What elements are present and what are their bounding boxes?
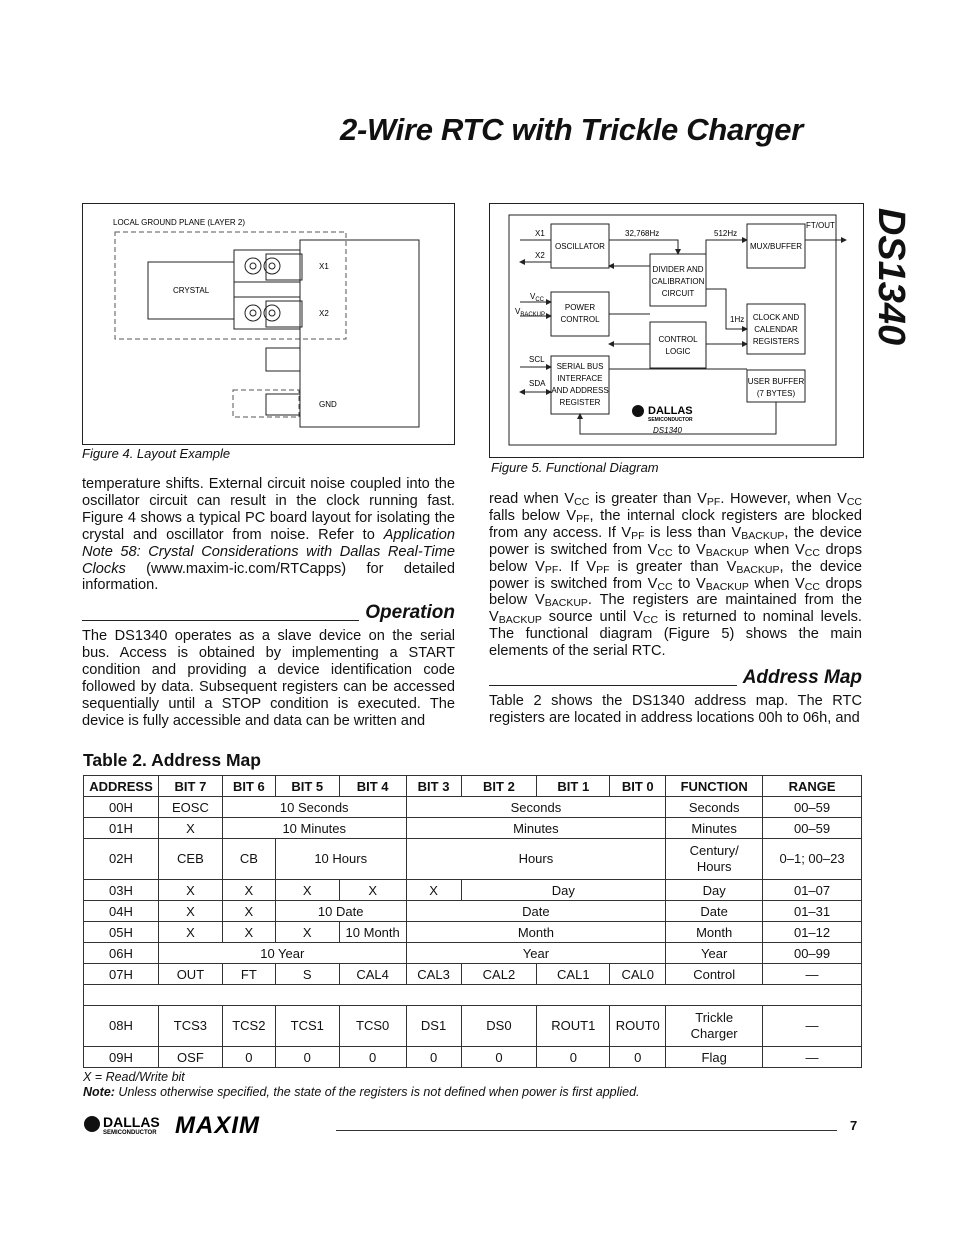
table-row: 01H X 10 Minutes Minutes Minutes 00–59 (84, 818, 862, 839)
address-map-paragraph: Table 2 shows the DS1340 address map. The RTC registers are located in address locations 00h to 06h, and (489, 693, 862, 726)
serial-bus-label-4: REGISTER (559, 398, 601, 407)
table-row: 07H OUT FT S CAL4 CAL3 CAL2 CAL1 CAL0 Control — (84, 964, 862, 985)
crystal-label: CRYSTAL (173, 286, 210, 295)
gnd-pad (266, 394, 300, 415)
semiconductor-logo-text: SEMICONDUCTOR (103, 1130, 157, 1136)
pin-sda-label: SDA (529, 379, 546, 388)
x2-via (245, 305, 261, 321)
svg-text:DALLAS: DALLAS (648, 405, 693, 417)
divider-label-2: CALIBRATION (651, 277, 705, 286)
control-logic-label-1: CONTROL (658, 335, 698, 344)
pin-ftout-label: FT/OUT (806, 221, 835, 230)
signal-1hz-label: 1Hz (730, 315, 745, 324)
table-row: 03H X X X X X Day Day 01–07 (84, 880, 862, 901)
registers-note: Note: Unless otherwise specified, the state of the registers is not defined when power is first applied. (83, 1085, 640, 1099)
table-row: 04H X X 10 Date Date Date 01–31 (84, 901, 862, 922)
serial-bus-label-1: SERIAL BUS (556, 362, 604, 371)
figure-4-caption: Figure 4. Layout Example (82, 446, 231, 461)
oscillator-label: OSCILLATOR (555, 242, 605, 251)
power-control-label-1: POWER (564, 303, 596, 312)
divider-label-1: DIVIDER AND (652, 265, 704, 274)
intro-paragraph: temperature shifts. External circuit noise coupled into the oscillator circuit can result in the clock running fast. Figure 4 shows a typical PC board layout for isolating the crystal and oscillator from noise. Refer to Application Note 58: Crystal Considerations with Dallas Real-Time Clocks (www.maxim-ic.com/RTCapps) for detailed information. (82, 476, 455, 594)
serial-bus-label-2: INTERFACE (557, 374, 603, 383)
pin-vbackup-label: $V_{BACKUP}$ (515, 307, 546, 318)
table-blank-row (84, 985, 862, 1006)
svg-text:SEMICONDUCTOR: SEMICONDUCTOR (648, 417, 693, 423)
pin-x2-label: X2 (535, 251, 545, 260)
address-map-table (83, 775, 862, 1068)
dallas-logo-icon (84, 1116, 100, 1132)
table-title: Table 2. Address Map (83, 750, 261, 770)
address-map-heading: Address Map (489, 667, 862, 689)
user-buffer-label-1: USER BUFFER (747, 377, 805, 386)
table-header-row: ADDRESS BIT 7 BIT 6 BIT 5 BIT 4 BIT 3 BIT 2 BIT 1 BIT 0 FUNCTION RANGE (84, 776, 862, 797)
table-row: 02H CEB CB 10 Hours Hours Century/ Hours 0–1; 00–23 (84, 839, 862, 880)
x2-trace (234, 297, 300, 329)
table-row: 09H OSF 0 0 0 0 0 0 0 Flag — (84, 1047, 862, 1068)
read-write-note: X = Read/Write bit (83, 1070, 185, 1084)
table-row: 06H 10 Year Year Year 00–99 (84, 943, 862, 964)
control-logic-block (650, 322, 706, 368)
clock-label-2: CALENDAR (754, 325, 798, 334)
ic-body (300, 240, 419, 427)
side-part-label (862, 205, 922, 345)
figure-5-functional-diagram (490, 204, 863, 457)
dallas-maxim-logo (83, 1112, 333, 1138)
page-title: 2-Wire RTC with Trickle Charger (340, 112, 804, 147)
power-paragraph: read when $V_{CC}$ is greater than $V_{PF}$. However, when $V_{CC}$ falls below $V_{PF}$, the internal clock registers are blocked from any access. If $V_{PF}$ is less than $V_{BACKUP}$, the device power is switched from $V_{CC}$ to $V_{BACKUP}$ when $V_{CC}$ drops below $V_{PF}$. If $V_{PF}$ is greater than $V_{BACKUP}$, the device power is switched from $V_{CC}$ to $V_{BACKUP}$ when $V_{CC}$ drops below $V_{BACKUP}$. The registers are maintained from the $V_{BACKUP}$ source until $V_{CC}$ is returned to nominal levels. The functional diagram (Figure 5) shows the main elements of the serial RTC. (489, 491, 863, 660)
divider-label-3: CIRCUIT (661, 289, 695, 298)
table-row: 08H TCS3 TCS2 TCS1 TCS0 DS1 DS0 ROUT1 ROUT0 Trickle Charger — (84, 1006, 862, 1047)
x1-trace (234, 250, 300, 282)
figure-4-frame (82, 203, 455, 445)
side-part-label-text: DS1340 (870, 207, 913, 346)
maxim-logo-text: MAXIM (175, 1112, 260, 1138)
ground-plane-label: LOCAL GROUND PLANE (LAYER 2) (113, 218, 246, 227)
figure-5-caption: Figure 5. Functional Diagram (491, 460, 659, 475)
mux-buffer-label: MUX/BUFFER (750, 242, 802, 251)
clock-label-1: CLOCK AND (752, 313, 800, 322)
figure-4-layout-diagram (83, 204, 454, 444)
x1-via (245, 258, 261, 274)
pin-scl-label: SCL (529, 355, 545, 364)
footer-logos (83, 1112, 333, 1143)
signal-32768hz-label: 32,768Hz (625, 229, 660, 238)
table-row: 05H X X X 10 Month Month Month 01–12 (84, 922, 862, 943)
operation-paragraph: The DS1340 operates as a slave device on the serial bus. Access is obtained by implementing a START condition and providing a device identification code followed by data. Subsequent registers can be accessed sequentially until a STOP condition is executed. The device is fully accessible and data can be written and (82, 628, 455, 729)
x1-label: X1 (319, 262, 329, 271)
app-note-reference: Application Note 58: Crystal Considerations with Dallas Real-Time Clocks (82, 526, 455, 577)
power-control-block (551, 292, 609, 336)
x2-label: X2 (319, 309, 329, 318)
dallas-logo-text: DALLAS (103, 1114, 160, 1130)
page-number: 7 (850, 1118, 858, 1133)
pin-pad-3 (266, 348, 300, 371)
part-label: DS1340 (653, 426, 682, 435)
table-row: 00H EOSC 10 Seconds Seconds Seconds 00–59 (84, 797, 862, 818)
clock-label-3: REGISTERS (752, 337, 800, 346)
user-buffer-label-2: (7 BYTES) (756, 389, 796, 398)
signal-512hz-label: 512Hz (714, 229, 738, 238)
figure-5-frame (489, 203, 864, 458)
ground-plane-outline (115, 232, 346, 339)
serial-bus-label-3: AND ADDRESS (551, 386, 609, 395)
operation-heading: Operation (82, 602, 455, 624)
footer-rule (336, 1130, 837, 1131)
dallas-logo (632, 405, 693, 423)
gnd-label: GND (319, 400, 337, 409)
power-control-label-2: CONTROL (560, 315, 600, 324)
pin-x1-label: X1 (535, 229, 545, 238)
pin-vcc-label: $V_{CC}$ (530, 292, 545, 303)
control-logic-label-2: LOGIC (665, 347, 691, 356)
